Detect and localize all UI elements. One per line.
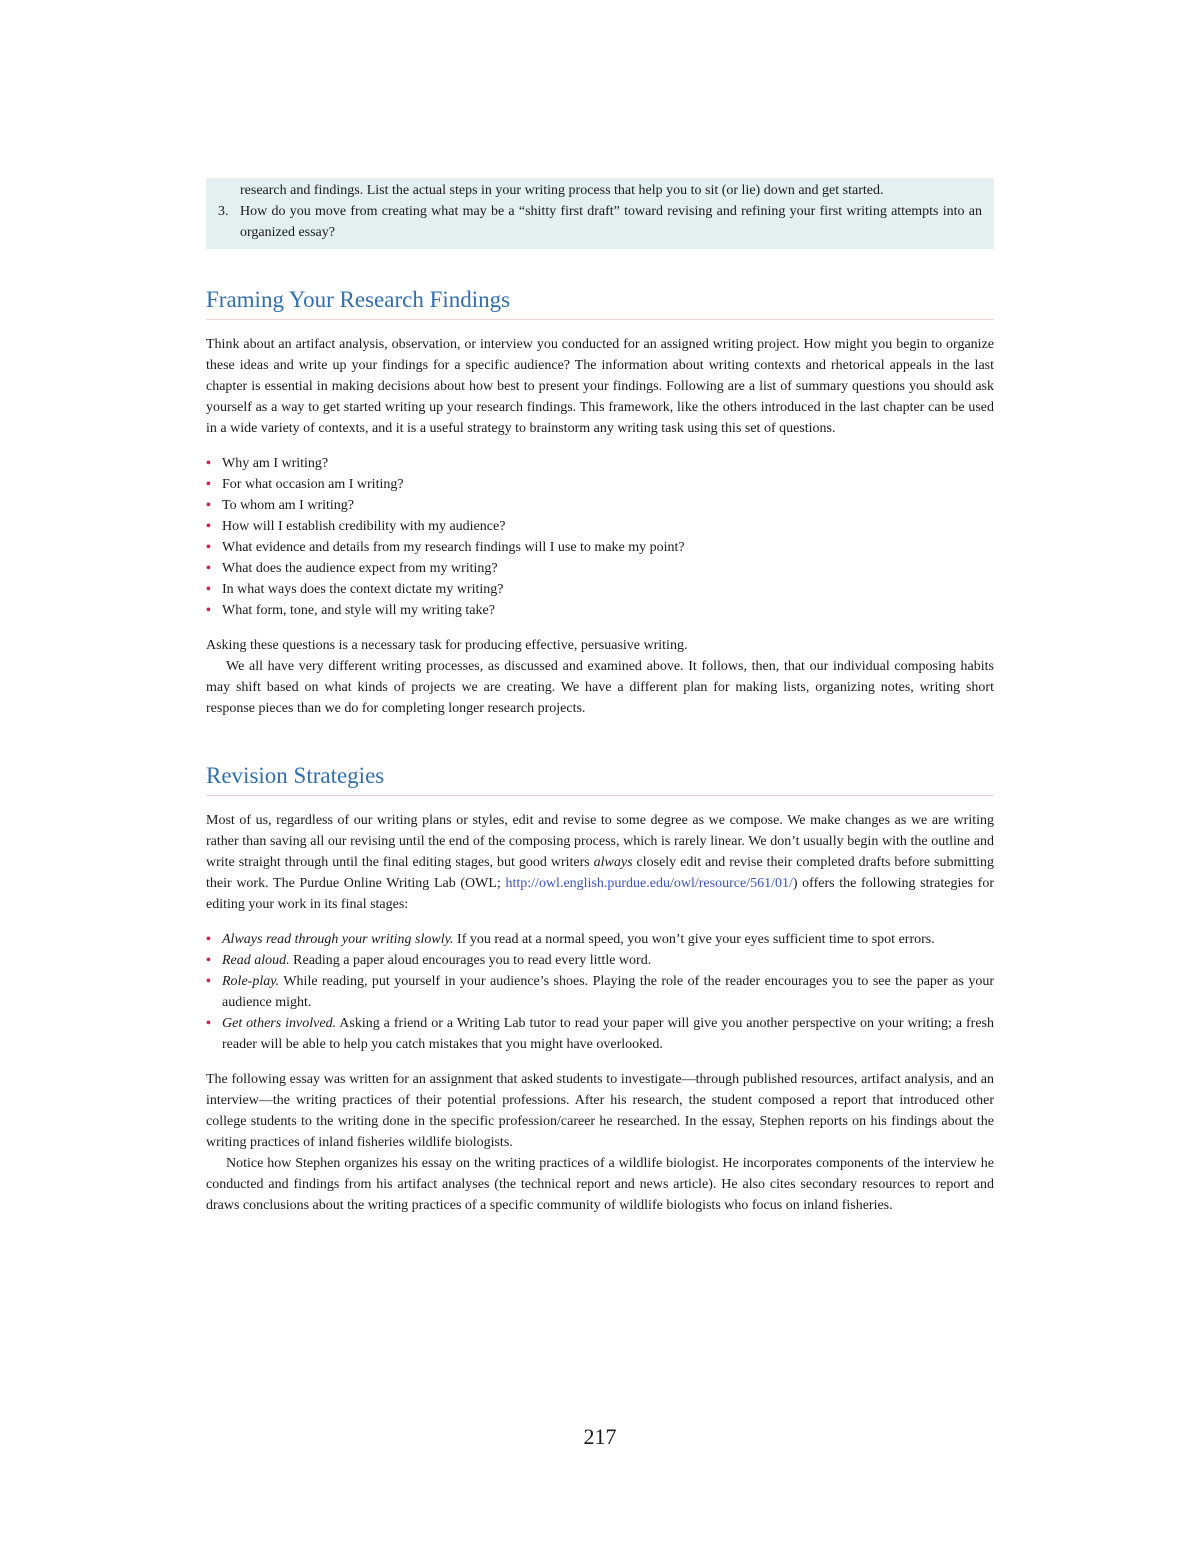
- list-item: • What form, tone, and style will my writing take?: [206, 600, 994, 621]
- list-item: • What does the audience expect from my writing?: [206, 558, 994, 579]
- bullet-icon: •: [206, 603, 211, 618]
- framing-intro-paragraph: Think about an artifact analysis, observation, or interview you conducted for an assigned writing project. How might you begin to organize these ideas and write up your findings for a specific audience? The information about writing contexts and rhetorical appeals in the last chapter is essential in making decisions about how best to present your findings. Following are a list of summary questions you should ask yourself as a way to get started writing up your research findings. This framework, like the others introduced in the last chapter can be used in a wide variety of contexts, and it is a useful strategy to brainstorm any writing task using this set of questions.: [206, 337, 994, 436]
- bullet-icon: •: [206, 540, 211, 555]
- callout-question-text: How do you move from creating what may be a “shitty first draft” toward revising and refining your first writing attempts into an organized essay?: [240, 204, 982, 240]
- reflection-callout-box: [206, 178, 994, 249]
- list-item: • Always read through your writing slowly. If you read at a normal speed, you won’t give your eyes sufficient time to spot errors.: [206, 929, 994, 950]
- list-item: • Why am I writing?: [206, 453, 994, 474]
- purdue-owl-link[interactable]: http://owl.english.purdue.edu/owl/resource/561/01/: [505, 876, 793, 891]
- revision-section-heading: Revision Strategies: [206, 763, 994, 796]
- bullet-icon: •: [206, 477, 211, 492]
- essay-intro-paragraph: The following essay was written for an assignment that asked students to investigate—through published resources, artifact analysis, and an interview—the writing practices of their potential professions. After his research, the student composed a report that introduced other college students to the writing done in the specific profession/career he researched. In the essay, Stephen reports on his findings about the writing practices of inland fisheries wildlife biologists.: [206, 1072, 994, 1150]
- notice-paragraph: Notice how Stephen organizes his essay on the writing practices of a wildlife biologist. He incorporates components of the interview he conducted and findings from his artifact analyses (the technical report and news article). He also cites secondary resources to report and draws conclusions about the writing practices of a specific community of wildlife biologists who focus on inland fisheries.: [206, 1156, 994, 1213]
- bullet-icon: •: [206, 953, 211, 968]
- always-emphasis: always: [593, 855, 633, 870]
- bullet-icon: •: [206, 974, 211, 989]
- callout-continuation-text: research and findings. List the actual steps in your writing process that help you to sit (or lie) down and get started.: [240, 183, 884, 198]
- framing-section-heading: Framing Your Research Findings: [206, 287, 994, 320]
- list-item: • Get others involved. Asking a friend or a Writing Lab tutor to read your paper will give you another perspective on your writing; a fresh reader will be able to help you catch mistakes that you might have overlooked.: [206, 1013, 994, 1055]
- list-item: • What evidence and details from my research findings will I use to make my point?: [206, 537, 994, 558]
- bullet-icon: •: [206, 1016, 211, 1031]
- list-item: • Role-play. While reading, put yourself in your audience’s shoes. Playing the role of the reader encourages you to see the paper as your audience might.: [206, 971, 994, 1013]
- revision-strategies-list: [206, 929, 994, 1055]
- bullet-icon: •: [206, 456, 211, 471]
- page-number: 217: [583, 1424, 617, 1449]
- bullet-icon: •: [206, 582, 211, 597]
- list-item: • How will I establish credibility with my audience?: [206, 516, 994, 537]
- bullet-icon: •: [206, 498, 211, 513]
- page-content: [206, 178, 994, 1216]
- list-item: • To whom am I writing?: [206, 495, 994, 516]
- list-item: • In what ways does the context dictate my writing?: [206, 579, 994, 600]
- after-list-paragraph: Asking these questions is a necessary task for producing effective, persuasive writing.: [206, 638, 688, 653]
- list-item: • For what occasion am I writing?: [206, 474, 994, 495]
- list-item: • Read aloud. Reading a paper aloud encourages you to read every little word.: [206, 950, 994, 971]
- callout-question-list: [218, 201, 982, 243]
- summary-questions-list: [206, 453, 994, 621]
- bullet-icon: •: [206, 932, 211, 947]
- bullet-icon: •: [206, 519, 211, 534]
- bullet-icon: •: [206, 561, 211, 576]
- writing-processes-paragraph: We all have very different writing processes, as discussed and examined above. It follows, then, that our individual composing habits may shift based on what kinds of projects we are creating. We have a different plan for making lists, organizing notes, writing short response pieces than we do for completing longer research projects.: [206, 659, 994, 716]
- callout-question-number: 3.: [218, 204, 229, 219]
- revision-intro-paragraph: Most of us, regardless of our writing plans or styles, edit and revise to some degree as we compose. We make changes as we are writing rather than saving all our revising until the end of the composing process, which is rarely linear. We don’t usually begin with the outline and write straight through until the final editing stages, but good writers always closely edit and revise their completed drafts before submitting their work. The Purdue Online Writing Lab (OWL; http://owl.english.purdue.edu/owl/resource/561/01/) offers the following strategies for editing your work in its final stages:: [206, 813, 994, 912]
- callout-question-item: [218, 201, 982, 243]
